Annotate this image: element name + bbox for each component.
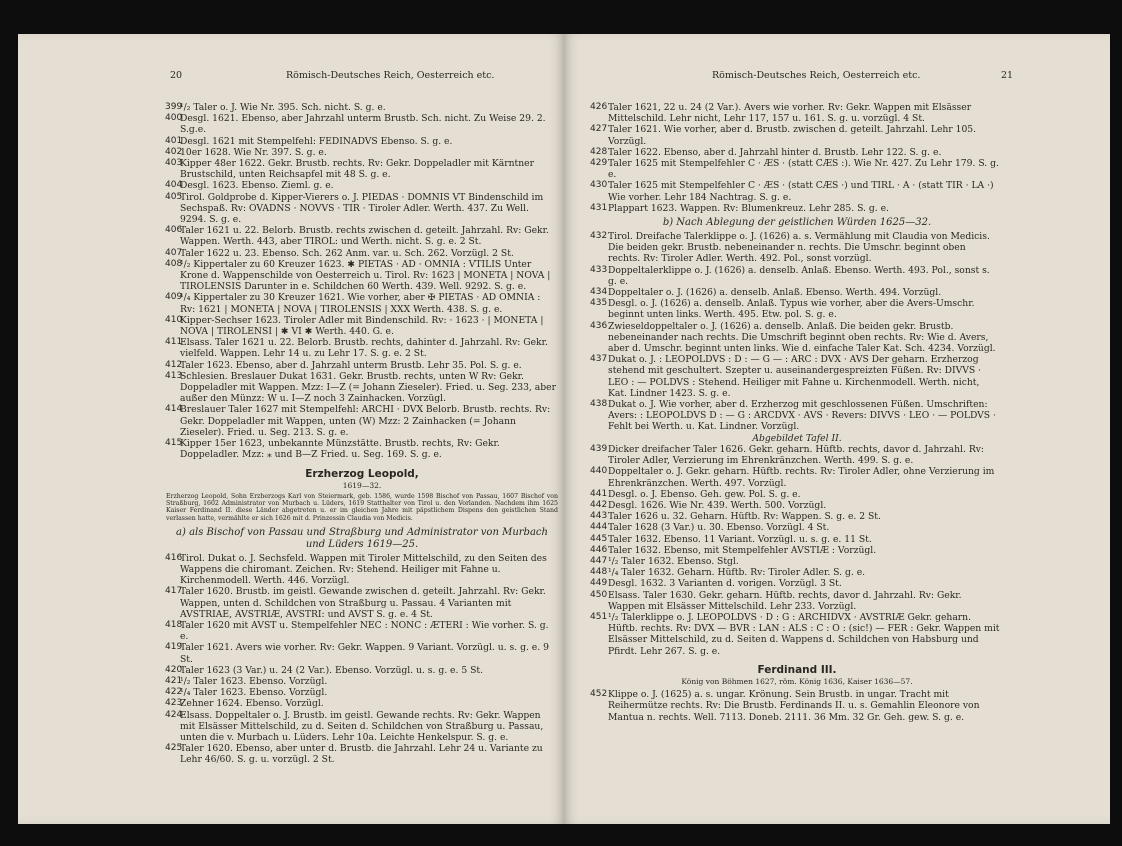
sub-heading-a: a) als Bischof von Passau und Straßburg und Administrator von Murbach und Lüders 1619—25. bbox=[176, 526, 548, 550]
left-page bbox=[18, 34, 564, 824]
entry-number: 413 bbox=[165, 370, 183, 381]
entry-text: Taler 1620. Brustb. im geistl. Gewande zwischen d. geteilt. Jahrzahl. Rv: Gekr. Wappen, unten d. Schildchen von Straßburg u. Passau. 4 Varianten mit AVSTRIAE, AVSTRIÆ, AVSTRI: und AVST S. g. e. 4 St. bbox=[180, 586, 546, 620]
illustration-note: Abgebildet Tafel II. bbox=[752, 432, 842, 444]
page-number-right: 21 bbox=[1001, 70, 1014, 81]
catalog-entry bbox=[166, 192, 558, 226]
entry-number: 420 bbox=[165, 664, 183, 675]
entry-text: Desgl. 1626. Wie Nr. 439. Werth. 500. Vorzügl. bbox=[608, 499, 827, 511]
catalog-entry bbox=[166, 710, 558, 744]
entry-text: Desgl. o. J. Ebenso. Geh. gew. Pol. S. g. e. bbox=[608, 488, 801, 500]
catalog-entry bbox=[166, 180, 558, 191]
entry-text: Desgl. o. J. (1626) a. denselb. Anlaß. Typus wie vorher, aber die Avers-Umschr. beginnt unten links. Werth. 495. Etw. pol. S. g. e. bbox=[608, 298, 975, 321]
entry-text: Doppeltaler o. J. (1626) a. denselb. Anlaß. Ebenso. Werth. 494. Vorzügl. bbox=[608, 287, 942, 299]
entries-group-d bbox=[590, 689, 1000, 723]
entry-number: 409 bbox=[165, 292, 183, 303]
entry-number: 410 bbox=[165, 314, 183, 325]
entry-text: ¹/₄ Kippertaler zu 30 Kreuzer 1621. Wie vorher, aber ✠ PIETAS · AD OMNIA : Rv: 1621 | MONETA | NOVA | TIROLENSIS | XXX Werth. 438. S. g. e. bbox=[180, 292, 541, 315]
catalog-entry bbox=[166, 553, 558, 587]
entry-text: Taler 1621 u. 22. Belorb. Brustb. rechts zwischen d. geteilt. Jahrzahl. Rv: Gekr. Wappen. Werth. 443, aber TIROL: und Werth. nicht. S. g. e. 2 St. bbox=[180, 225, 549, 248]
entry-text: Dukat o. J. : LEOPOLDVS : D : — G — : ARC : DVX · AVS Der geharn. Erzherzog stehend mit geschultert. Szepter u. auseinandergespreizten Füßen. Rv: DIVVS · LEO : — POLDVS : Stehend. Heiliger mit Fahne u. Kirchenmodell. Werth. nicht, Kat. Lindner 1423. S. g. e. bbox=[608, 354, 981, 399]
entry-number: 436 bbox=[590, 320, 608, 331]
catalog-entry bbox=[166, 315, 558, 337]
entry-number: 404 bbox=[165, 180, 183, 191]
entry-number: 429 bbox=[590, 158, 608, 169]
catalog-entry bbox=[166, 248, 558, 259]
catalog-entry bbox=[590, 511, 1000, 523]
entry-text: Taler 1623 (3 Var.) u. 24 (2 Var.). Ebenso. Vorzügl. u. s. g. e. 5 St. bbox=[180, 664, 484, 676]
entry-number: 402 bbox=[165, 146, 183, 157]
entry-text: Taler 1622 u. 23. Ebenso. Sch. 262 Anm. var. u. Sch. 262. Vorzügl. 2 St. bbox=[180, 247, 514, 259]
catalog-entry bbox=[590, 488, 1000, 500]
catalog-entry bbox=[166, 292, 558, 314]
entry-number: 411 bbox=[165, 337, 183, 348]
entry-text: Taler 1620. Ebenso, aber unter d. Brustb. die Jahrzahl. Lehr 24 u. Variante zu Lehr 46/60. S. g. u. vorzügl. 2 St. bbox=[180, 743, 543, 766]
catalog-entry bbox=[590, 202, 1000, 214]
entries-group-c bbox=[590, 443, 1000, 657]
entry-text: Taler 1621. Wie vorher, aber d. Brustb. zwischen d. geteilt. Jahrzahl. Lehr 105. Vorzügl. bbox=[608, 124, 977, 147]
running-head-right: Römisch-Deutsches Reich, Oesterreich etc. bbox=[712, 70, 921, 81]
entry-number: 440 bbox=[590, 466, 608, 477]
entry-number: 425 bbox=[165, 743, 183, 754]
entry-text: ¹/₂ Talerklippe o. J. LEOPOLDVS · D : G : ARCHIDVX · AVSTRIÆ Gekr. geharn. Hüftb. rechts. Rv: DVX — BVR : LAN : ALS : C : O : (sic!) — FER : Gekr. Wappen mit Elsässer Mittelschild, zu d. Seiten d. Wappens d. Schildchen von Habsburg und Pfirdt. Lehr 267. S. g. e. bbox=[608, 611, 1000, 657]
entry-number: 419 bbox=[165, 642, 183, 653]
catalog-entry bbox=[166, 147, 558, 158]
entry-text: Schlesien. Breslauer Dukat 1631. Gekr. Brustb. rechts, unten W Rv: Gekr. Doppeladler mit Wappen. Mzz: I—Z (= Johann Zieseler). Fried. u. Seg. 233, aber außer den Münzz: W u. I—Z noch 3 Zainhacken. Vorzügl. bbox=[180, 370, 556, 405]
entry-text: Kipper 15er 1623, unbekannte Münzstätte. Brustb. rechts, Rv: Gekr. Doppeladler. Mzz: ⁎ und B—Z Fried. u. Seg. 169. S. g. e. bbox=[180, 438, 500, 461]
entry-number: 450 bbox=[590, 589, 608, 600]
catalog-entry bbox=[590, 567, 1000, 579]
entry-number: 417 bbox=[165, 586, 183, 597]
entry-text: ¹/₂ Taler o. J. Wie Nr. 395. Sch. nicht. S. g. e. bbox=[180, 102, 386, 113]
entry-text: Desgl. 1623. Ebenso. Zieml. g. e. bbox=[180, 180, 334, 192]
entry-number: 451 bbox=[590, 611, 608, 622]
section-title-leopold: Erzherzog Leopold, bbox=[305, 467, 419, 480]
entry-number: 430 bbox=[590, 180, 608, 191]
entry-text: Tirol. Goldprobe d. Kipper-Vierers o. J. PIEDAS · DOMNIS VT Bindenschild im Sechspaß. Rv: OVADNS · NOVVS · TIR · Tiroler Adler. Werth. 437. Zu Well. 9294. S. g. e. bbox=[180, 191, 544, 226]
entry-number: 452 bbox=[590, 689, 608, 700]
entry-number: 433 bbox=[590, 264, 608, 275]
catalog-entry bbox=[166, 687, 558, 698]
catalog-entry bbox=[590, 287, 1000, 299]
entry-text: Plappart 1623. Wappen. Rv: Blumenkreuz. Lehr 285. S. g. e. bbox=[608, 202, 889, 214]
catalog-entry bbox=[590, 320, 1000, 355]
section-dates: 1619—32. bbox=[342, 480, 382, 490]
catalog-entry bbox=[590, 124, 1000, 147]
entry-number: 447 bbox=[590, 555, 608, 566]
entry-text: Klippe o. J. (1625) a. s. ungar. Krönung. Sein Brustb. in ungar. Tracht mit Reihermütze rechts. Rv: Die Brustb. Ferdinands II. u. s. Gemahlin Eleonore von Mantua n. rechts. Well. 7113. Doneb. 2111. 36 Mm. 32 Gr. Geh. gew. S. g. e. bbox=[608, 689, 980, 723]
entry-number: 406 bbox=[165, 225, 183, 236]
entry-number: 416 bbox=[165, 552, 183, 563]
entry-number: 405 bbox=[165, 191, 183, 202]
entry-text: Desgl. 1621. Ebenso, aber Jahrzahl unterm Brustb. Sch. nicht. Zu Weise 29. 2. S.g.e. bbox=[180, 113, 546, 136]
catalog-entry bbox=[166, 665, 558, 676]
entry-text: ¹/₄ Taler 1632. Geharn. Hüftb. Rv: Tiroler Adler. S. g. e. bbox=[608, 567, 866, 579]
entry-text: Zehner 1624. Ebenso. Vorzügl. bbox=[180, 698, 324, 710]
catalog-entry bbox=[590, 354, 1000, 399]
entry-number: 439 bbox=[590, 443, 608, 454]
catalog-entry bbox=[590, 544, 1000, 556]
entry-number: 432 bbox=[590, 231, 608, 242]
entry-number: 399 bbox=[165, 102, 183, 112]
entry-text: Doppeltalerklippe o. J. (1626) a. denselb. Anlaß. Ebenso. Werth. 493. Pol., sonst s. g. e. bbox=[608, 264, 990, 287]
entry-number: 400 bbox=[165, 113, 183, 124]
catalog-entry bbox=[166, 586, 558, 620]
entry-number: 431 bbox=[590, 202, 608, 213]
entry-number: 444 bbox=[590, 522, 608, 533]
catalog-entry bbox=[590, 466, 1000, 489]
entry-number: 446 bbox=[590, 544, 608, 555]
entry-text: Taler 1626 u. 32. Geharn. Hüftb. Rv: Wappen. S. g. e. 2 St. bbox=[608, 511, 881, 523]
entry-text: Desgl. 1621 mit Stempelfehl: FEDINADVS Ebenso. S. g. e. bbox=[180, 135, 453, 147]
entry-text: Zwieseldoppeltaler o. J. (1626) a. denselb. Anlaß. Die beiden gekr. Brustb. nebeneinander nach rechts. Die Umschrift beginnt oben rechts. Rv: Wie d. Avers, aber d. Umschr. beginnt unten links. Wie d. einfache Taler Kat. Sch. 4234. Vorzügl. bbox=[608, 320, 996, 355]
catalog-entry bbox=[166, 676, 558, 687]
catalog-entry bbox=[166, 259, 558, 293]
entry-text: Doppeltaler o. J. Gekr. geharn. Hüftb. rechts. Rv: Tiroler Adler, ohne Verzierung im Ehrenkränzchen. Werth. 497. Vorzügl. bbox=[608, 466, 995, 489]
catalog-entry bbox=[166, 404, 558, 438]
catalog-entry bbox=[590, 611, 1000, 657]
entry-number: 412 bbox=[165, 359, 183, 370]
catalog-entry bbox=[590, 399, 1000, 433]
catalog-entry bbox=[166, 438, 558, 460]
entry-number: 435 bbox=[590, 298, 608, 309]
entry-number: 414 bbox=[165, 404, 183, 415]
catalog-entry bbox=[590, 443, 1000, 467]
catalog-entry bbox=[590, 102, 1000, 125]
entry-text: Taler 1632. Ebenso. 11 Variant. Vorzügl. u. s. g. e. 11 St. bbox=[608, 533, 872, 545]
entry-number: 428 bbox=[590, 146, 608, 157]
entry-number: 441 bbox=[590, 488, 608, 499]
entry-text: Taler 1628 (3 Var.) u. 30. Ebenso. Vorzügl. 4 St. bbox=[608, 522, 830, 534]
entry-number: 445 bbox=[590, 533, 608, 544]
catalog-entry bbox=[590, 578, 1000, 590]
entry-text: Elsass. Doppeltaler o. J. Brustb. im geistl. Gewande rechts. Rv: Gekr. Wappen mit Elsässer Mittelschild, zu d. Seiten d. Schildchen von Straßburg u. Passau, unten die v. Murbach u. Lüders. Lehr 10a. Leichte Henkelspur. S. g. e. bbox=[180, 709, 544, 743]
entry-number: 421 bbox=[165, 675, 183, 686]
catalog-entry bbox=[590, 589, 1000, 612]
catalog-entry bbox=[166, 337, 558, 359]
running-head-left: Römisch-Deutsches Reich, Oesterreich etc. bbox=[286, 70, 495, 81]
entry-number: 437 bbox=[590, 354, 608, 365]
entry-number: 443 bbox=[590, 511, 608, 522]
entry-text: Taler 1625 mit Stempelfehler C · ÆS · (statt CÆS ·) und TIRL · A · (statt TIR · LA ·) Wie vorher. Lehr 184 Nachtrag. S. g. e. bbox=[608, 180, 994, 203]
catalog-entry bbox=[166, 371, 558, 405]
entry-text: Taler 1622. Ebenso, aber d. Jahrzahl hinter d. Brustb. Lehr 122. S. g. e. bbox=[608, 146, 942, 158]
left-column bbox=[166, 102, 558, 766]
catalog-entry bbox=[590, 264, 1000, 287]
right-column bbox=[590, 102, 1000, 723]
entry-number: 401 bbox=[165, 135, 183, 146]
catalog-entry bbox=[166, 642, 558, 664]
entry-text: Elsass. Taler 1630. Gekr. geharn. Hüftb. rechts, davor d. Jahrzahl. Rv: Gekr. Wappen mit Elsässer Mittelschild. Lehr 233. Vorzügl. bbox=[608, 589, 962, 612]
entry-text: ¹/₂ Taler 1632. Ebenso. Stgl. bbox=[608, 555, 739, 567]
section-dates: König von Böhmen 1627, röm. König 1636, Kaiser 1636—57. bbox=[681, 676, 913, 686]
entry-text: Breslauer Taler 1627 mit Stempelfehl: ARCHI · DVX Belorb. Brustb. rechts. Rv: Gekr. Doppeladler mit Wappen, unten (W) Mzz: 2 Zainhacken (= Johann Zieseler). Fried. u. Seg. 213. S. g. e. bbox=[180, 404, 551, 438]
catalog-entry bbox=[590, 533, 1000, 545]
entry-number: 422 bbox=[165, 687, 183, 698]
catalog-entry bbox=[590, 146, 1000, 158]
entry-number: 408 bbox=[165, 258, 183, 269]
entry-number: 438 bbox=[590, 399, 608, 410]
entry-text: Taler 1623. Ebenso, aber d. Jahrzahl unterm Brustb. Lehr 35. Pol. S. g. e. bbox=[180, 359, 522, 371]
entry-text: ¹/₂ Kippertaler zu 60 Kreuzer 1623. ✱ PIETAS · AD · OMNIA : VTILIS Unter Krone d. Wappenschilde von Oesterreich u. Tirol. Rv: 1623 | MONETA | NOVA | TIROLENSIS Darunter in e. Schildchen 60 Werth. 439. Well. 9292. S. g. e. bbox=[180, 258, 551, 293]
entries-group-a bbox=[166, 102, 558, 461]
entries-group-b bbox=[166, 553, 558, 766]
entry-text: Elsass. Taler 1621 u. 22. Belorb. Brustb. rechts, dahinter d. Jahrzahl. Rv: Gekr. vielfeld. Wappen. Lehr 14 u. zu Lehr 17. S. g. e. 2 St. bbox=[180, 337, 548, 360]
catalog-entry bbox=[590, 231, 1000, 265]
entries-group-b bbox=[590, 231, 1000, 433]
sub-heading-b: b) Nach Ablegung der geistlichen Würden 1625—32. bbox=[662, 217, 932, 229]
section-title-ferdinand: Ferdinand III. bbox=[757, 663, 837, 676]
catalog-entry bbox=[590, 298, 1000, 321]
catalog-entry bbox=[166, 102, 558, 113]
entry-number: 426 bbox=[590, 102, 608, 112]
catalog-entry bbox=[590, 158, 1000, 181]
entry-text: ¹/₂ Taler 1623. Ebenso. Vorzügl. bbox=[180, 675, 328, 687]
right-page bbox=[564, 34, 1110, 824]
entry-number: 403 bbox=[165, 158, 183, 169]
catalog-entry bbox=[166, 136, 558, 147]
entry-text: Taler 1632. Ebenso, mit Stempelfehler AVSTIÆ : Vorzügl. bbox=[608, 544, 877, 556]
catalog-entry bbox=[166, 360, 558, 371]
entry-number: 423 bbox=[165, 698, 183, 709]
entry-text: Tirol. Dreifache Talerklippe o. J. (1626) a. s. Vermählung mit Claudia von Medicis. Die beiden gekr. Brustb. nebeneinander n. rechts. Die Umschr. beginnt oben rechts. Rv: Tiroler Adler. Werth. 492. Pol., sonst vorzügl. bbox=[608, 231, 990, 265]
entry-number: 407 bbox=[165, 247, 183, 258]
entry-text: Tirol. Dukat o. J. Sechsfeld. Wappen mit Tiroler Mittelschild, zu den Seiten des Wappens die chiromant. Zeichen. Rv: Stehend. Heiliger mit Fahne u. Kirchenmodell. Werth. 446. Vorzügl. bbox=[180, 552, 547, 587]
catalog-entry bbox=[166, 698, 558, 709]
catalog-entry bbox=[590, 689, 1000, 723]
entry-text: Taler 1621, 22 u. 24 (2 Var.). Avers wie vorher. Rv: Gekr. Wappen mit Elsässer Mittelschild. Lehr nicht, Lehr 117, 157 u. 161. S. g. u. vorzügl. 4 St. bbox=[608, 102, 972, 125]
entry-number: 434 bbox=[590, 287, 608, 298]
entry-text: Kipper-Sechser 1623. Tiroler Adler mit Bindenschild. Rv: · 1623 · | MONETA | NOVA | TIROLENSI | ✱ VI ✱ Werth. 440. G. e. bbox=[180, 314, 544, 338]
entry-text: Desgl. 1632. 3 Varianten d. vorigen. Vorzügl. 3 St. bbox=[608, 578, 842, 590]
entries-group-a bbox=[590, 102, 1000, 214]
catalog-entry bbox=[590, 555, 1000, 567]
entry-text: ¹/₄ Taler 1623. Ebenso. Vorzügl. bbox=[180, 687, 328, 699]
page-number-left: 20 bbox=[170, 70, 183, 81]
entry-number: 449 bbox=[590, 578, 608, 589]
entry-text: Taler 1620 mit AVST u. Stempelfehler NEC : NONC : ÆTERI : Wie vorher. S. g. e. bbox=[180, 619, 549, 643]
entry-text: Kipper 48er 1622. Gekr. Brustb. rechts. Rv: Gekr. Doppeladler mit Kärntner Brustschild, unten Reichsapfel mit 48 S. g. e. bbox=[180, 158, 534, 181]
entry-number: 424 bbox=[165, 709, 183, 720]
entry-number: 415 bbox=[165, 438, 183, 449]
catalog-entry bbox=[590, 180, 1000, 203]
catalog-entry bbox=[590, 499, 1000, 511]
entry-text: Dicker dreifacher Taler 1626. Gekr. geharn. Hüftb. rechts, davor d. Jahrzahl. Rv: Tiroler Adler, Verzierung im Ehrenkränzchen. Werth. 499. S. g. e. bbox=[608, 443, 985, 467]
entry-number: 448 bbox=[590, 567, 608, 578]
catalog-entry bbox=[166, 158, 558, 180]
entry-text: Taler 1625 mit Stempelfehler C · ÆS · (statt CÆS :). Wie Nr. 427. Zu Lehr 179. S. g. e. bbox=[608, 158, 999, 181]
entry-number: 427 bbox=[590, 124, 608, 135]
entry-number: 418 bbox=[165, 619, 183, 630]
catalog-entry bbox=[166, 743, 558, 765]
catalog-entry bbox=[166, 225, 558, 247]
catalog-entry bbox=[166, 620, 558, 642]
entry-number: 442 bbox=[590, 499, 608, 510]
entry-text: 10er 1628. Wie Nr. 397. S. g. e. bbox=[180, 146, 327, 158]
catalog-entry bbox=[166, 113, 558, 135]
catalog-entry bbox=[590, 522, 1000, 534]
entry-text: Dukat o. J. Wie vorher, aber d. Erzherzog mit geschlossenen Füßen. Umschriften: Avers: : LEOPOLDVS D : — G : ARCDVX · AVS · Revers: DIVVS · LEO · — POLDVS · Fehlt bei Werth. u. Kat. Lindner. Vorzügl. bbox=[608, 399, 996, 433]
biography-note: Erzherzog Leopold, Sohn Erzherzogs Karl von Steiermark, geb. 1586, wurde 1598 Bischof von Passau, 1607 Bischof von Straßburg, 1602 Administrator von Murbach u. Lüders, 1619 Statthalter von Tirol u. den Vorlanden. Nachdem ihm 1625 Kaiser Ferdinand II. diese Länder abgetreten u. er im gleichen Jahre mit päpstlichem Dispens den geistlichen Stand verlassen hatte, vermählte er sich 1626 mit d. Prinzessin Claudia von Medicis. bbox=[166, 492, 558, 522]
entry-text: Taler 1621. Avers wie vorher. Rv: Gekr. Wappen. 9 Variant. Vorzügl. u. s. g. e. 9 St. bbox=[180, 642, 549, 665]
